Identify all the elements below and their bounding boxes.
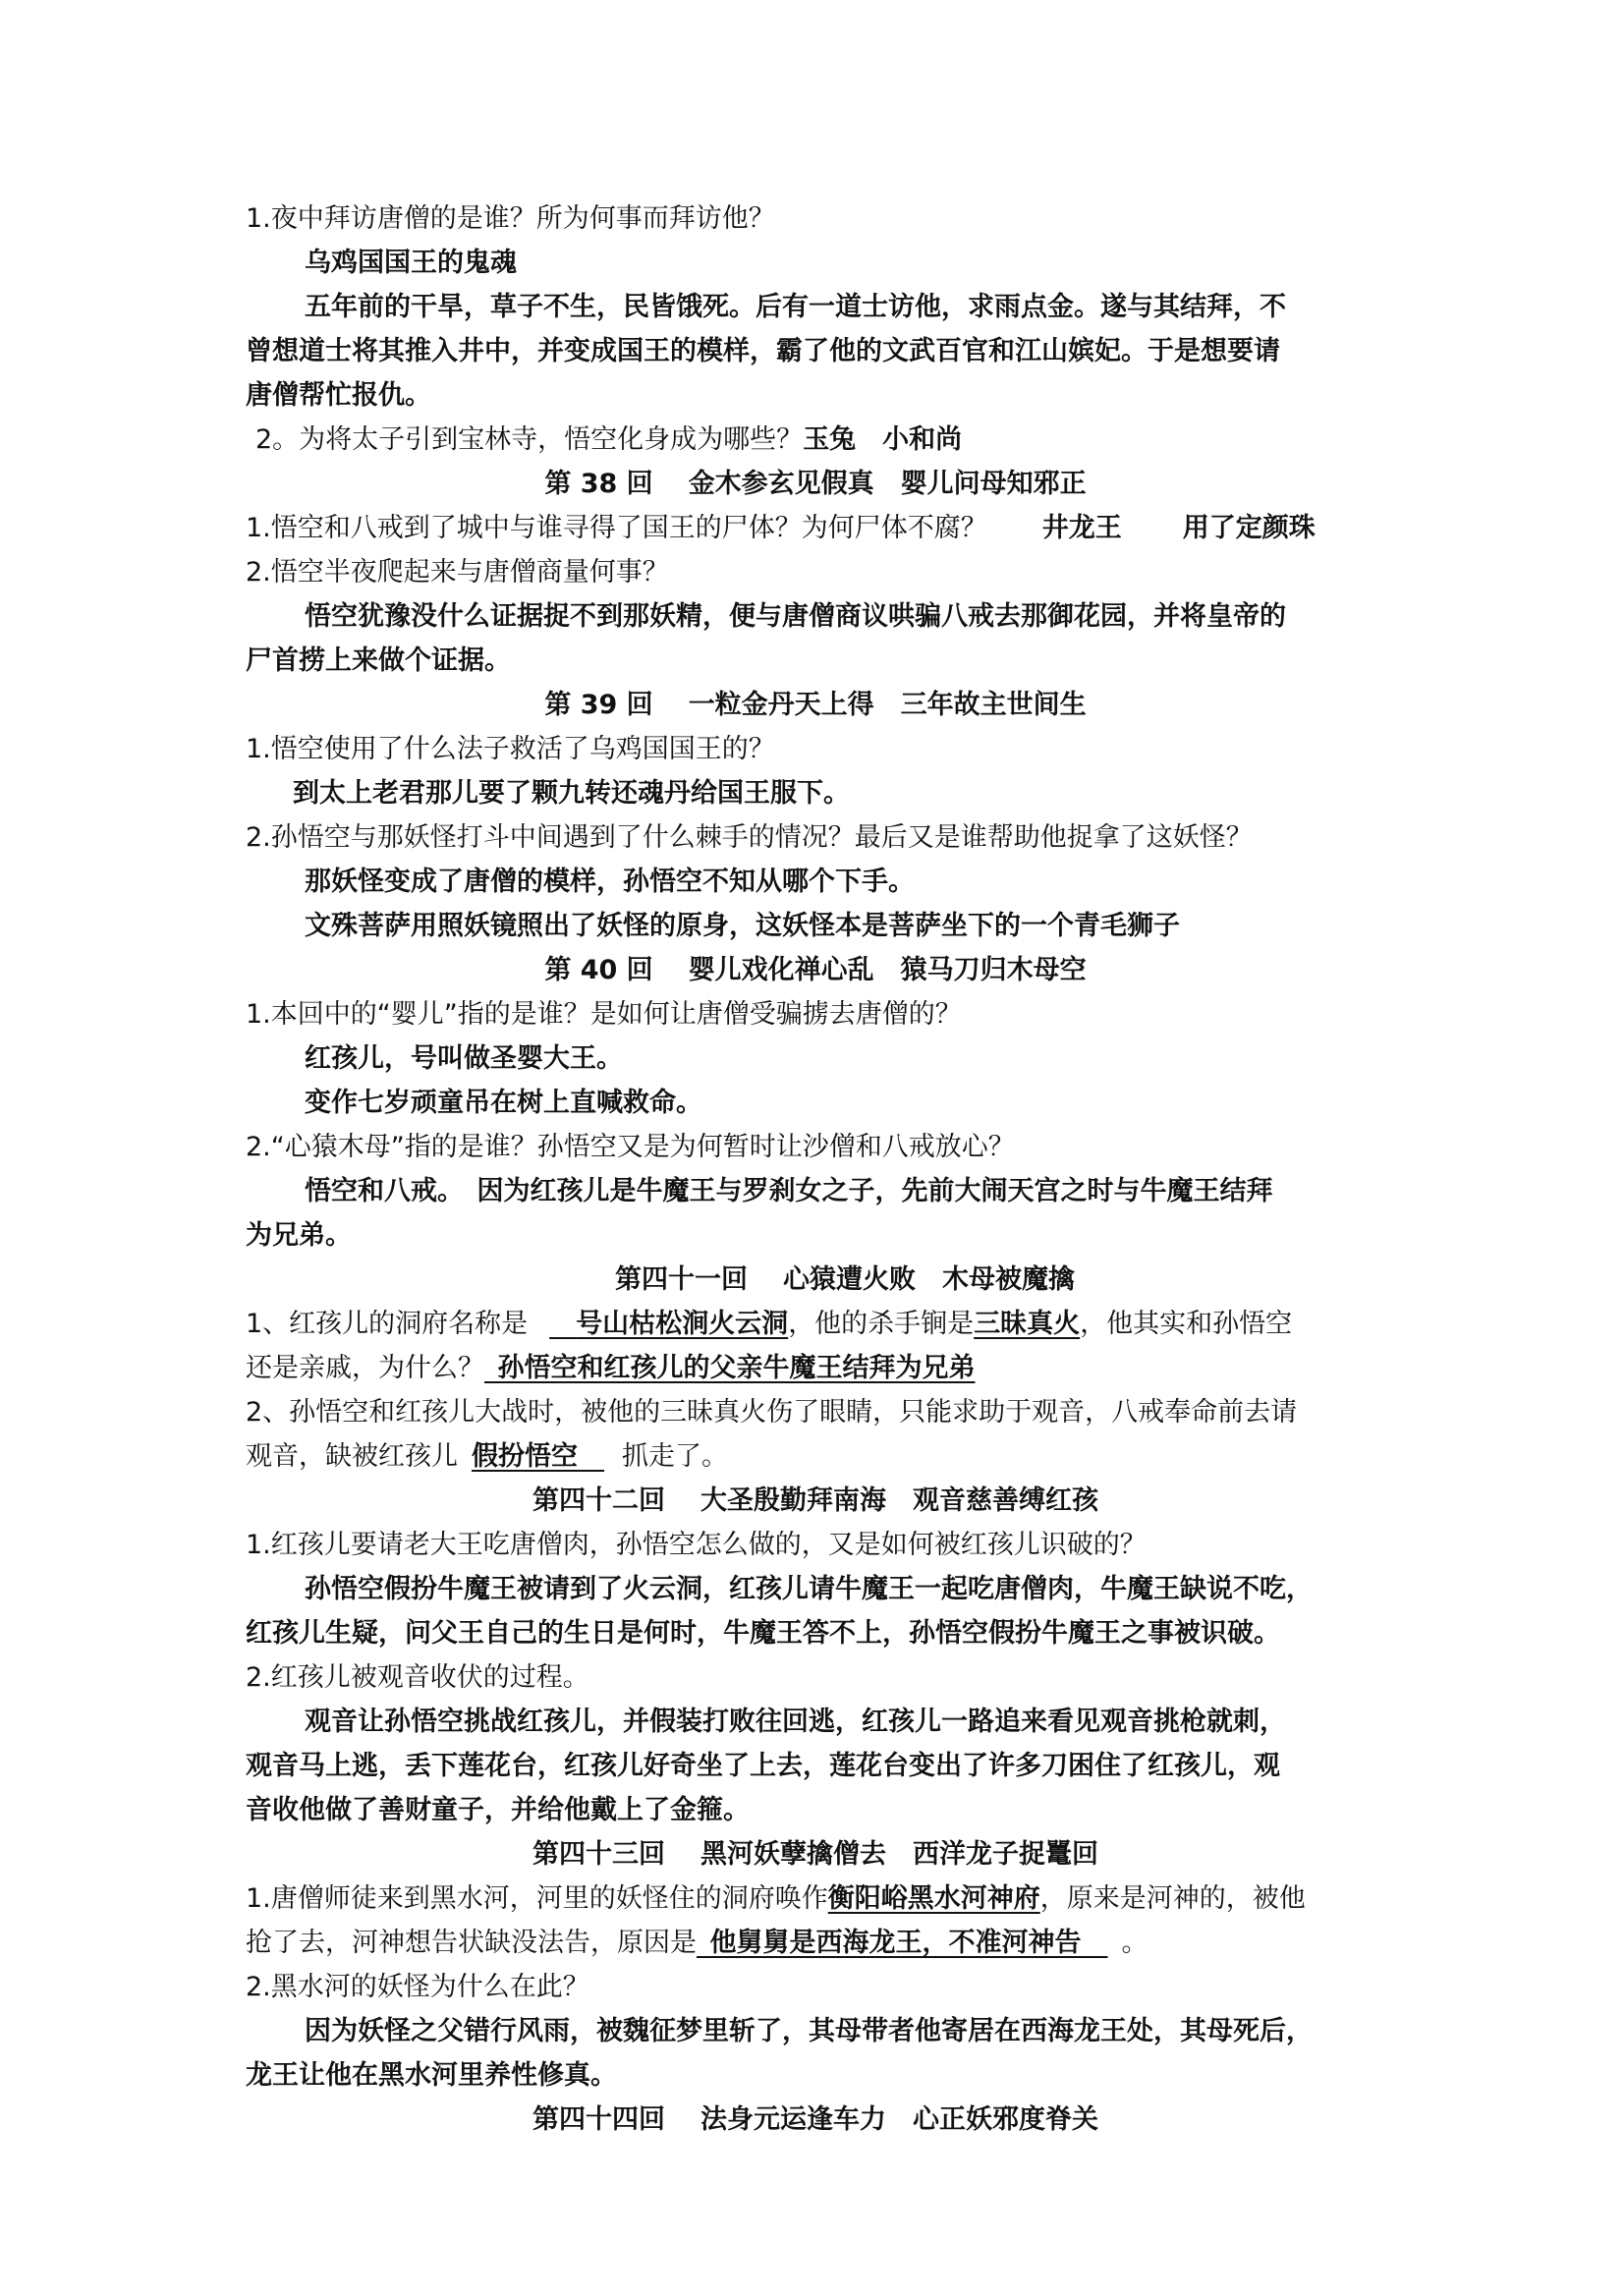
question-line: 1.本回中的“婴儿”指的是谁？是如何让唐僧受骗掳去唐僧的？ [246,999,962,1030]
answer-line: 红孩儿生疑，问父王自己的生日是何时，牛魔王答不上，孙悟空假扮牛魔王之事被识破。 [246,1618,1280,1649]
fill-in-line [246,1434,1385,1479]
chapter-number: 第 40 回 [544,955,653,985]
document-page [246,196,1385,2142]
question-line [246,418,1385,462]
question-text: ，他其实和孙悟空 [1080,1309,1293,1339]
question-line: 1.夜中拜访唐僧的是谁？所为何事而拜访他？ [246,203,775,234]
chapter-heading [246,2098,1385,2142]
chapter-number: 第四十四回 [532,2104,665,2135]
question-text: 1.唐僧师徒来到黑水河，河里的妖怪住的洞府唤作 [246,1883,828,1914]
filled-blank: 号山枯松涧火云洞 [576,1309,789,1339]
filled-blank: 他舅舅是西海龙王，不准河神告 [709,1928,1082,1958]
chapter-number: 第 39 回 [544,690,653,720]
chapter-heading [246,1479,1385,1523]
inline-answer: 用了定颜珠 [1182,513,1316,543]
answer-line: 变作七岁顽童吊在树上直喊救命。 [305,1088,702,1118]
question-text: 还是亲戚，为什么？ [246,1353,484,1383]
question-text: 抢了去，河神想告状缺没法告，原因是 [246,1928,697,1958]
chapter-number: 第四十三回 [532,1839,665,1870]
answer-line: 那妖怪变成了唐僧的模样，孙悟空不知从哪个下手。 [305,867,915,897]
chapter-title: 一粒金丹天上得 三年故主世间生 [688,690,1087,720]
filled-blank: 假扮悟空 [472,1441,578,1472]
fill-in-line [246,1876,1385,1921]
chapter-heading [246,1258,1385,1302]
chapter-title: 婴儿戏化禅心乱 猿马刀归木母空 [688,955,1087,985]
filled-blank: 孙悟空和红孩儿的父亲牛魔王结拜为兄弟 [497,1353,976,1383]
answer-line: 悟空犹豫没什么证据捉不到那妖精，便与唐僧商议哄骗八戒去那御花园，并将皇帝的 [305,601,1286,632]
chapter-number: 第 38 回 [544,469,653,499]
chapter-number: 第四十二回 [532,1485,665,1516]
question-text: 1.悟空和八戒到了城中与谁寻得了国王的尸体？为何尸体不腐？ [246,513,987,543]
question-line: 2.红孩儿被观音收伏的过程。 [246,1662,589,1693]
question-line [246,506,1385,550]
question-text: ，他的杀手锏是 [788,1309,975,1339]
question-line: 2、孙悟空和红孩儿大战时，被他的三昧真火伤了眼睛，只能求助于观音，八戒奉命前去请 [246,1397,1298,1428]
chapter-heading [246,683,1385,727]
fill-in-line [246,1921,1385,1965]
question-text: 2。为将太子引到宝林寺，悟空化身成为哪些？ [255,424,804,455]
chapter-title: 大圣殷勤拜南海 观音慈善缚红孩 [700,1485,1098,1516]
chapter-title: 黑河妖孽擒僧去 西洋龙子捉鼍回 [700,1839,1098,1870]
question-line: 1.红孩儿要请老大王吃唐僧肉，孙悟空怎么做的，又是如何被红孩儿识破的？ [246,1530,1147,1560]
chapter-title: 法身元运逢车力 心正妖邪度脊关 [700,2104,1098,2135]
chapter-heading [246,462,1385,506]
answer-line: 观音马上逃，丢下莲花台，红孩儿好奇坐了上去，莲花台变出了许多刀困住了红孩儿，观 [246,1751,1280,1781]
answer-line: 文殊菩萨用照妖镜照出了妖怪的原身，这妖怪本是菩萨坐下的一个青毛狮子 [305,911,1180,941]
answer-line: 因为妖怪之父错行风雨，被魏征梦里斩了，其母带者他寄居在西海龙王处，其母死后， [305,2016,1313,2046]
answer-line: 乌鸡国国王的鬼魂 [305,248,517,278]
answer-line: 孙悟空假扮牛魔王被请到了火云洞，红孩儿请牛魔王一起吃唐僧肉，牛魔王缺说不吃， [305,1574,1313,1604]
question-line: 2.悟空半夜爬起来与唐僧商量何事？ [246,557,669,588]
answer-line: 音收他做了善财童子，并给他戴上了金箍。 [246,1795,750,1825]
answer-line: 为兄弟。 [246,1220,352,1251]
chapter-heading [246,1832,1385,1876]
question-line: 2.孙悟空与那妖怪打斗中间遇到了什么棘手的情况？最后又是谁帮助他捉拿了这妖怪？ [246,822,1253,853]
chapter-number: 第四十一回 [615,1264,748,1295]
chapter-title: 心猿遭火败 木母被魔擒 [783,1264,1075,1295]
answer-line: 尸首捞上来做个证据。 [246,645,511,676]
answer-line: 红孩儿，号叫做圣婴大王。 [305,1043,623,1074]
answer-line: 龙王让他在黑水河里养性修真。 [246,2060,617,2091]
question-line: 2.黑水河的妖怪为什么在此？ [246,1972,589,2002]
inline-answer: 井龙王 [1041,513,1122,543]
answer-line: 到太上老君那儿要了颗九转还魂丹给国王服下。 [293,778,850,809]
question-text: 抓走了。 [622,1441,728,1472]
answer-line: 曾想道士将其推入井中，并变成国王的模样，霸了他的文武百官和江山嫔妃。于是想要请 [246,336,1280,366]
filled-blank: 衡阳峪黑水河神府 [827,1883,1040,1914]
question-text: 1、红孩儿的洞府名称是 [246,1309,529,1339]
filled-blank: 三昧真火 [974,1309,1081,1339]
answer-line: 悟空和八戒。 因为红孩儿是牛魔王与罗刹女之子，先前大闹天宫之时与牛魔王结拜 [305,1176,1273,1206]
question-line: 1.悟空使用了什么法子救活了乌鸡国国王的？ [246,734,775,764]
answer-line: 观音让孙悟空挑战红孩儿，并假装打败往回逃，红孩儿一路追来看见观音挑枪就刺， [305,1707,1286,1737]
fill-in-line [246,1302,1385,1346]
inline-answer: 玉兔 小和尚 [803,424,963,455]
chapter-title: 金木参玄见假真 婴儿问母知邪正 [688,469,1087,499]
fill-in-line [246,1346,1385,1390]
question-text: 观音，缺被红孩儿 [246,1441,458,1472]
question-text: 。 [1121,1928,1148,1958]
question-line: 2.“心猿木母”指的是谁？孙悟空又是为何暂时让沙僧和八戒放心？ [246,1132,1015,1162]
answer-line: 唐僧帮忙报仇。 [246,380,431,411]
question-text: ，原来是河神的，被他 [1039,1883,1306,1914]
chapter-heading [246,948,1385,992]
answer-line: 五年前的干旱，草子不生，民皆饿死。后有一道士访他，求雨点金。遂与其结拜，不 [305,292,1286,322]
